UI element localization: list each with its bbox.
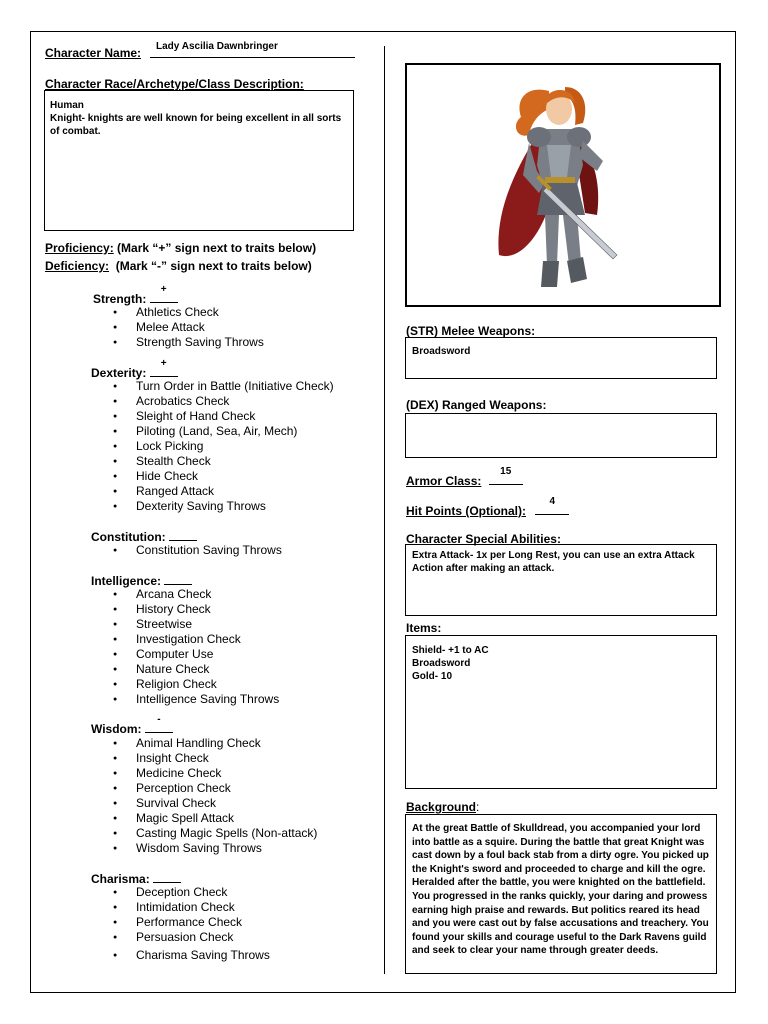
list-item: ● Strength Saving Throws xyxy=(113,335,264,350)
armor-class-label: Armor Class: xyxy=(406,474,482,488)
list-item: ● Charisma Saving Throws xyxy=(113,948,270,963)
right-boot xyxy=(567,257,587,283)
list-item: ● Arcana Check xyxy=(113,587,279,602)
stat-dexterity xyxy=(91,358,178,380)
breastplate-highlight xyxy=(547,145,571,177)
belt xyxy=(545,177,575,183)
list-item: ● Intimidation Check xyxy=(113,900,270,915)
list-item: ● Melee Attack xyxy=(113,320,264,335)
list-item: Shield- +1 to AC xyxy=(412,645,489,656)
race-line: Knight- knights are well known for being excellent in all sorts of combat. xyxy=(50,113,342,137)
stat-name: Charisma: xyxy=(91,872,150,886)
background-value: At the great Battle of Skulldread, you accompanied your lord into battle as a squire. During the battle that great Knight was cast down by a foul back stab from a dirty ogre. You picked up the Knight's sword and proceeded to charge and kill the ogre. Heralded after the battle, you were knighted on the battlefield. You progressed in the ranks quickly, your daring and prowess earning high praise and rewards. But politics reared its head and you were cast out by false accusations and treachery. You found your skills and courage useful to the Dark Ravens guild and seek to clear your name through greater deeds. xyxy=(412,823,709,957)
list-item: ● Stealth Check xyxy=(113,454,334,469)
stat-name: Constitution: xyxy=(91,530,166,544)
list-item: ● Casting Magic Spells (Non-attack) xyxy=(113,826,317,841)
stat-name: Strength: xyxy=(93,292,147,306)
list-item: Broadsword xyxy=(412,658,471,669)
list-item: ● Wisdom Saving Throws xyxy=(113,841,317,856)
ranged-value xyxy=(406,414,716,422)
deficiency-label: Deficiency: xyxy=(45,259,110,273)
tassets xyxy=(537,183,585,215)
deficiency-text: (Mark “-” sign next to traits below) xyxy=(115,259,312,273)
stat-name: Intelligence: xyxy=(91,574,162,588)
stat-mark-blank[interactable] xyxy=(169,528,197,541)
stat-constitution xyxy=(91,528,197,544)
list-item: ● Lock Picking xyxy=(113,439,334,454)
stat-mark: + xyxy=(160,284,167,295)
race-line: Human xyxy=(50,100,84,111)
armor-class-blank[interactable] xyxy=(489,466,523,485)
list-item: ● Acrobatics Check xyxy=(113,394,334,409)
list-item: ● Magic Spell Attack xyxy=(113,811,317,826)
stat-mark-blank[interactable] xyxy=(164,572,192,585)
list-item: ● Nature Check xyxy=(113,662,279,677)
skills-dexterity xyxy=(113,379,334,514)
list-item: ● Religion Check xyxy=(113,677,279,692)
abilities-value: Extra Attack- 1x per Long Rest, you can use an extra Attack Action after making an attack. xyxy=(412,550,695,574)
stat-mark-blank[interactable] xyxy=(150,358,178,377)
background-row: Background: xyxy=(406,800,480,814)
melee-label: (STR) Melee Weapons: xyxy=(406,324,536,338)
abilities-label: Character Special Abilities: xyxy=(406,532,561,546)
list-item: ● Constitution Saving Throws xyxy=(113,543,282,558)
stat-wisdom xyxy=(91,714,173,736)
column-divider xyxy=(384,46,385,974)
character-name-value: Lady Ascilia Dawnbringer xyxy=(156,41,278,52)
list-item: ● Dexterity Saving Throws xyxy=(113,499,334,514)
skills-strength xyxy=(113,305,264,350)
skills-constitution xyxy=(113,543,282,558)
stat-charisma xyxy=(91,870,181,886)
left-pauldron xyxy=(527,127,551,147)
list-item: ● Athletics Check xyxy=(113,305,264,320)
hit-points-label: Hit Points (Optional): xyxy=(406,504,526,518)
list-item: ● Survival Check xyxy=(113,796,317,811)
list-item: ● Deception Check xyxy=(113,885,270,900)
knight-illustration xyxy=(407,65,719,305)
stat-mark: - xyxy=(157,714,161,725)
list-item: ● Piloting (Land, Sea, Air, Mech) xyxy=(113,424,334,439)
stat-mark: + xyxy=(160,358,167,369)
stat-strength xyxy=(93,284,178,306)
skills-charisma xyxy=(113,885,270,963)
list-item: ● Sleight of Hand Check xyxy=(113,409,334,424)
list-item: ● Ranged Attack xyxy=(113,484,334,499)
list-item: ● Medicine Check xyxy=(113,766,317,781)
list-item: ● Perception Check xyxy=(113,781,317,796)
right-pauldron xyxy=(567,127,591,147)
armor-class-value: 15 xyxy=(500,466,512,477)
list-item: ● Intelligence Saving Throws xyxy=(113,692,279,707)
character-name-row xyxy=(45,46,141,60)
list-item: ● Computer Use xyxy=(113,647,279,662)
deficiency-legend xyxy=(45,259,312,273)
list-item: ● Performance Check xyxy=(113,915,270,930)
character-name-label: Character Name: xyxy=(45,46,142,60)
melee-box[interactable] xyxy=(405,337,717,379)
skills-intelligence xyxy=(113,587,279,707)
list-item: ● Turn Order in Battle (Initiative Check) xyxy=(113,379,334,394)
melee-value: Broadsword xyxy=(412,346,471,357)
hit-points-row xyxy=(406,496,569,518)
armor-class-row xyxy=(406,466,523,488)
stat-mark-blank[interactable] xyxy=(153,870,181,883)
stat-mark-blank[interactable] xyxy=(145,714,173,733)
list-item: ● Persuasion Check xyxy=(113,930,270,945)
race-label: Character Race/Archetype/Class Description: xyxy=(45,77,304,91)
list-item: ● Investigation Check xyxy=(113,632,279,647)
stat-mark-blank[interactable] xyxy=(150,284,178,303)
ranged-label: (DEX) Ranged Weapons: xyxy=(406,398,547,412)
hit-points-blank[interactable] xyxy=(535,496,569,515)
proficiency-label: Proficiency: xyxy=(45,241,114,255)
list-item: Gold- 10 xyxy=(412,671,453,682)
list-item: ● History Check xyxy=(113,602,279,617)
items-label: Items: xyxy=(406,621,442,635)
proficiency-legend xyxy=(45,241,316,255)
ranged-box[interactable] xyxy=(405,413,717,458)
items-box[interactable] xyxy=(405,635,717,789)
race-box xyxy=(44,90,354,231)
abilities-box[interactable] xyxy=(405,544,717,616)
background-box[interactable] xyxy=(405,814,717,974)
stat-name: Wisdom: xyxy=(91,722,142,736)
stat-intelligence xyxy=(91,572,192,588)
proficiency-text: (Mark “+” sign next to traits below) xyxy=(117,241,317,255)
list-item: ● Streetwise xyxy=(113,617,279,632)
left-leg xyxy=(545,215,559,265)
character-name-line xyxy=(150,57,355,58)
background-label: Background xyxy=(406,800,477,814)
skills-wisdom xyxy=(113,736,317,856)
list-item: ● Insight Check xyxy=(113,751,317,766)
list-item: ● Animal Handling Check xyxy=(113,736,317,751)
left-boot xyxy=(541,261,559,287)
list-item: ● Hide Check xyxy=(113,469,334,484)
hit-points-value: 4 xyxy=(549,496,556,507)
character-portrait xyxy=(405,63,721,307)
stat-name: Dexterity: xyxy=(91,366,147,380)
